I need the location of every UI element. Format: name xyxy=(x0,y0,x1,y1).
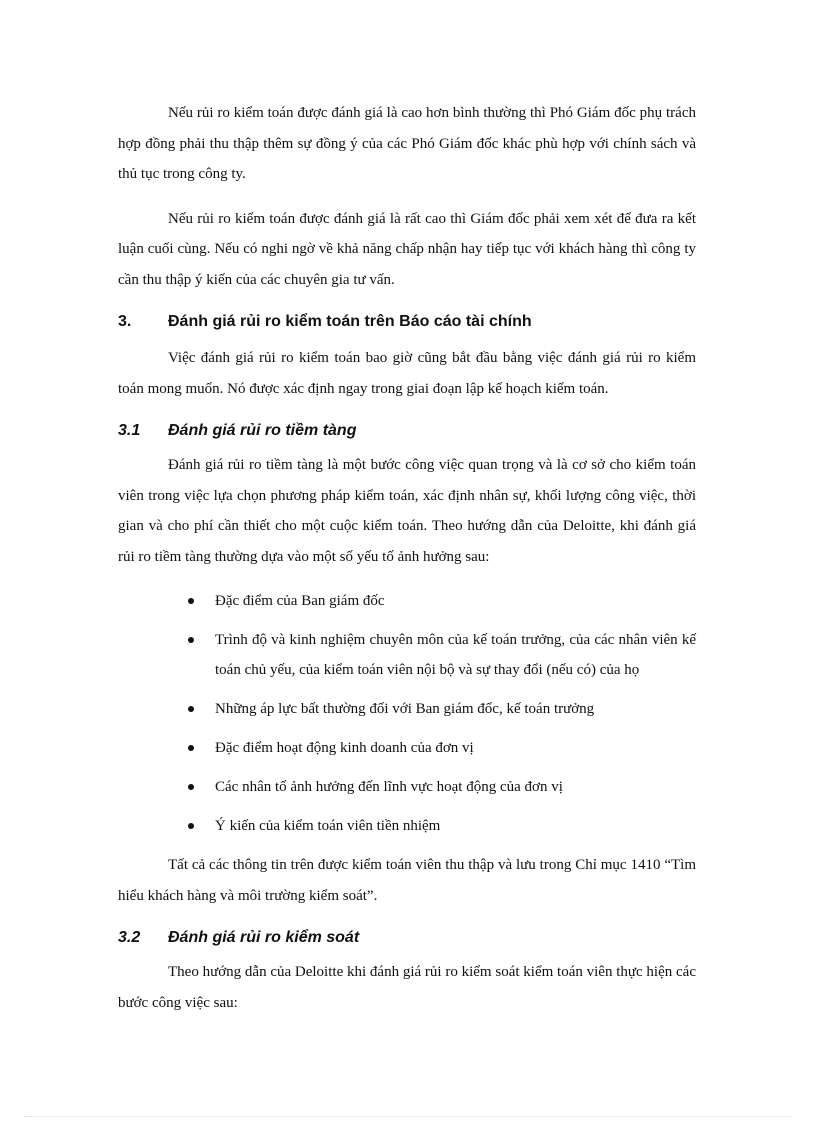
bullet-icon xyxy=(188,598,194,604)
list-item xyxy=(188,733,696,763)
factor-list xyxy=(118,586,696,841)
footer-divider xyxy=(24,1116,792,1117)
paragraph: Đánh giá rủi ro tiềm tàng là một bước công việc quan trọng và là cơ sở cho kiểm toán viên trong việc lựa chọn phương pháp kiểm toán, xác định nhân sự, khối lượng công việc, thời gian và cho phí cần thiết cho một cuộc kiểm toán. Theo hướng dẫn của Deloitte, khi đánh giá rủi ro tiềm tàng thường dựa vào một số yếu tố ảnh hưởng sau: xyxy=(118,457,696,565)
section-heading-3 xyxy=(118,309,696,335)
list-item-text: Ý kiến của kiểm toán viên tiền nhiệm xyxy=(215,818,441,834)
bullet-icon xyxy=(188,637,194,643)
list-item-text: Những áp lực bất thường đối với Ban giám đốc, kế toán trưởng xyxy=(215,701,595,717)
list-item xyxy=(188,694,696,724)
list-item-text: Đặc điểm của Ban giám đốc xyxy=(215,593,385,609)
section-title: Đánh giá rủi ro kiểm toán trên Báo cáo tài chính xyxy=(168,313,532,330)
bullet-icon xyxy=(188,745,194,751)
section-title: Đánh giá rủi ro tiềm tàng xyxy=(168,422,357,439)
list-item-text: Các nhân tố ảnh hưởng đến lĩnh vực hoạt động của đơn vị xyxy=(215,779,563,795)
list-item xyxy=(188,772,696,802)
paragraph: Theo hướng dẫn của Deloitte khi đánh giá rủi ro kiểm soát kiểm toán viên thực hiện các bước công việc sau: xyxy=(118,964,696,1011)
list-item-text: Trình độ và kinh nghiệm chuyên môn của kế toán trưởng, của các nhân viên kế toán chủ yếu, của kiểm toán viên nội bộ và sự thay đổi (nếu có) của họ xyxy=(215,632,696,678)
section-title: Đánh giá rủi ro kiểm soát xyxy=(168,929,360,946)
list-item xyxy=(188,625,696,685)
bullet-icon xyxy=(188,706,194,712)
bullet-icon xyxy=(188,784,194,790)
list-item xyxy=(188,586,696,616)
section-heading-3-1 xyxy=(118,418,696,444)
section-number: 3. xyxy=(118,313,132,330)
page-content xyxy=(118,98,696,1032)
section-number: 3.1 xyxy=(118,422,141,439)
section-heading-3-2 xyxy=(118,925,696,951)
section-number: 3.2 xyxy=(118,929,141,946)
list-item xyxy=(188,811,696,841)
paragraph: Việc đánh giá rủi ro kiểm toán bao giờ cũng bắt đầu bằng việc đánh giá rủi ro kiểm toán mong muốn. Nó được xác định ngay trong giai đoạn lập kế hoạch kiểm toán. xyxy=(118,350,696,397)
list-item-text: Đặc điểm hoạt động kinh doanh của đơn vị xyxy=(215,740,474,756)
paragraph: Tất cả các thông tin trên được kiểm toán viên thu thập và lưu trong Chỉ mục 1410 “Tìm hiểu khách hàng và môi trường kiểm soát”. xyxy=(118,857,696,904)
bullet-icon xyxy=(188,823,194,829)
paragraph: Nếu rủi ro kiểm toán được đánh giá là cao hơn bình thường thì Phó Giám đốc phụ trách hợp đồng phải thu thập thêm sự đồng ý của các Phó Giám đốc khác phù hợp với chính sách và thủ tục trong công ty. xyxy=(118,105,696,182)
paragraph: Nếu rủi ro kiểm toán được đánh giá là rất cao thì Giám đốc phải xem xét để đưa ra kết luận cuối cùng. Nếu có nghi ngờ về khả năng chấp nhận hay tiếp tục với khách hàng thì công ty cần thu thập ý kiến của các chuyên gia tư vấn. xyxy=(118,210,696,288)
